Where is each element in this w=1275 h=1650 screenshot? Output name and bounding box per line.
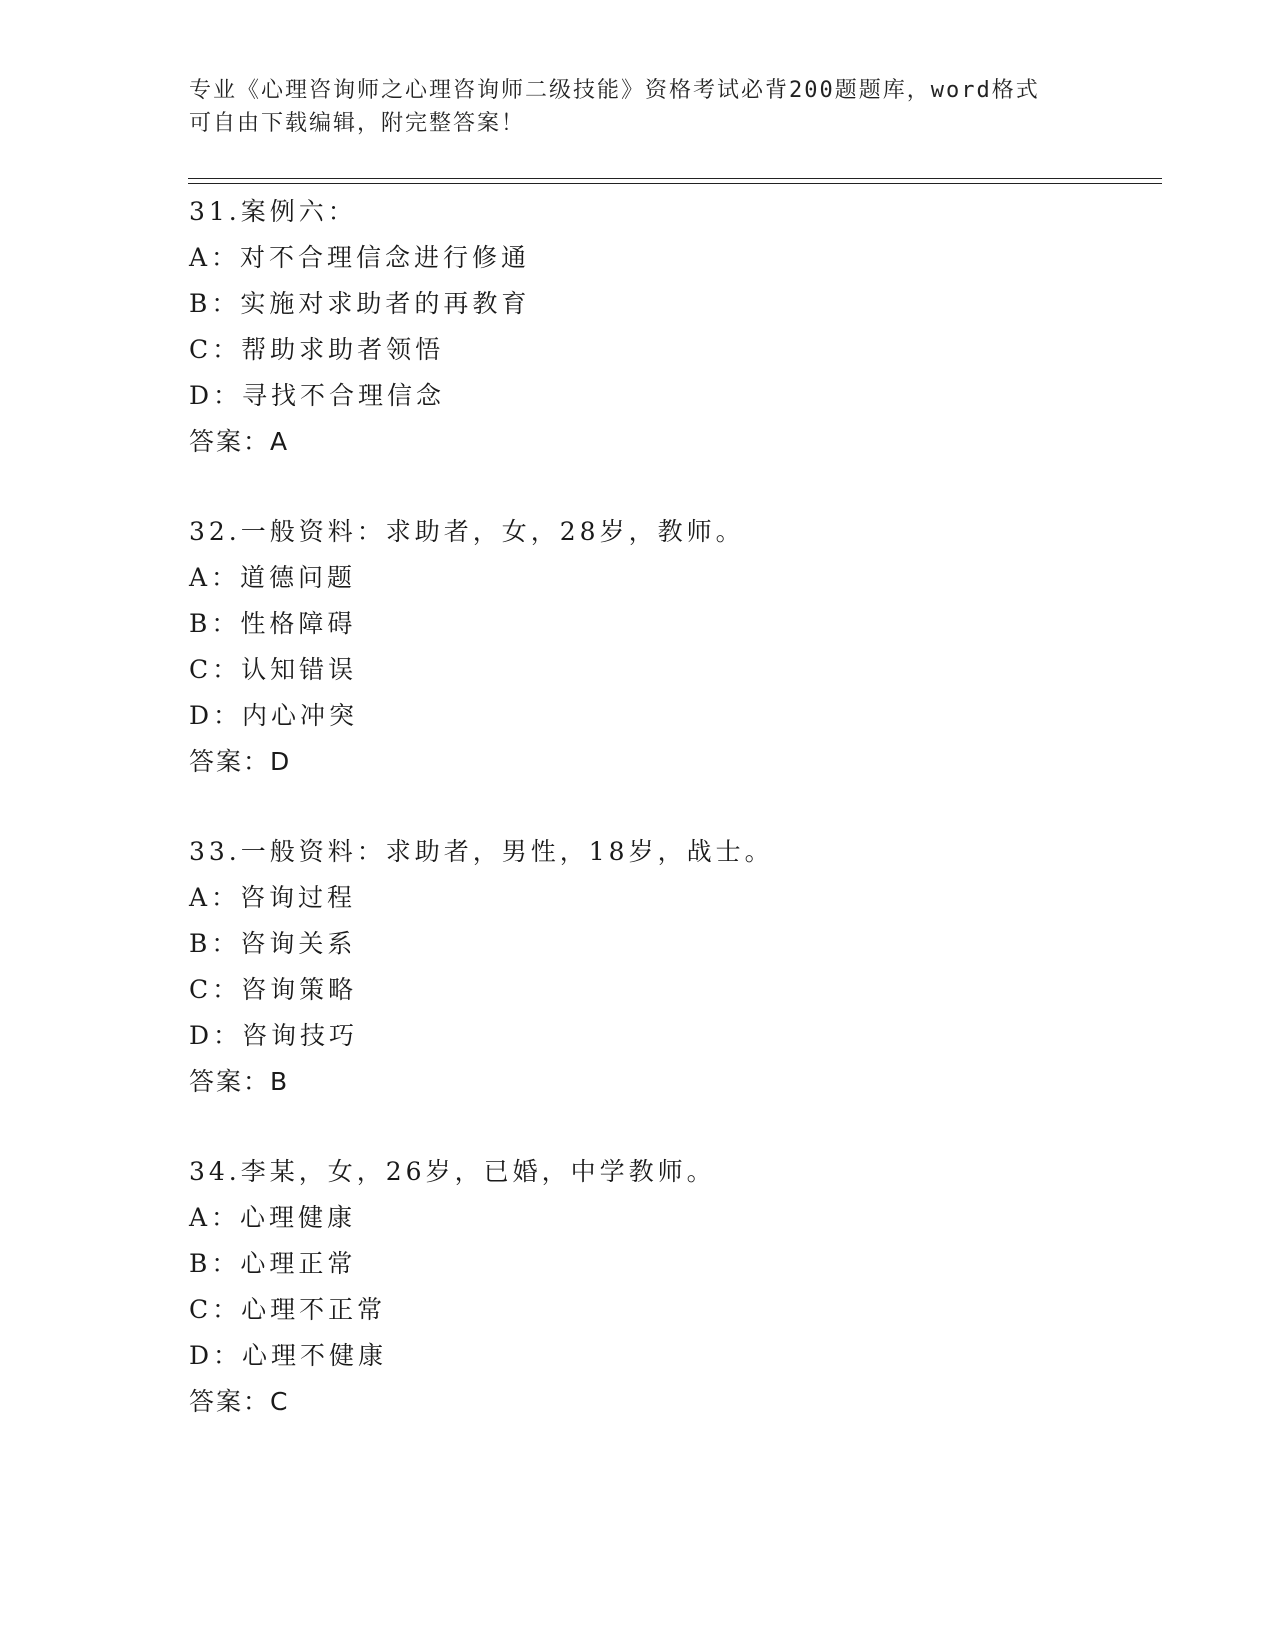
option-b: B：实施对求助者的再教育 (189, 289, 531, 318)
header-divider-top (188, 178, 1162, 179)
option-a: A：对不合理信念进行修通 (189, 243, 531, 272)
option-d: D：寻找不合理信念 (189, 381, 446, 410)
option-d: D：咨询技巧 (189, 1021, 359, 1050)
answer-line: 答案：D (189, 747, 292, 776)
question-34 (189, 1149, 1149, 1469)
question-stem: 33.一般资料：求助者，男性，18岁，战士。 (189, 837, 774, 866)
question-stem: 34.李某，女，26岁，已婚，中学教师。 (189, 1157, 716, 1186)
header-divider-bottom (188, 183, 1162, 184)
answer-line: 答案：C (189, 1387, 290, 1416)
header-title-line-1: 专业《心理咨询师之心理咨询师二级技能》资格考试必背200题题库，word格式 (189, 78, 1040, 103)
option-b: B：咨询关系 (189, 929, 357, 958)
option-d: D：心理不健康 (189, 1341, 388, 1370)
option-b: B：性格障碍 (189, 609, 357, 638)
option-d: D：内心冲突 (189, 701, 359, 730)
question-31 (189, 189, 1149, 509)
answer-line: 答案：B (189, 1067, 290, 1096)
option-c: C：心理不正常 (189, 1295, 387, 1324)
question-32 (189, 509, 1149, 829)
question-list (189, 189, 1149, 1469)
header-title-line-2: 可自由下载编辑，附完整答案！ (189, 111, 526, 136)
question-stem: 31.案例六： (189, 197, 357, 226)
option-c: C：帮助求助者领悟 (189, 335, 445, 364)
answer-line: 答案：A (189, 427, 290, 456)
option-c: C：咨询策略 (189, 975, 358, 1004)
document-header (189, 74, 1089, 140)
option-a: A：道德问题 (189, 563, 357, 592)
option-a: A：咨询过程 (189, 883, 357, 912)
option-c: C：认知错误 (189, 655, 358, 684)
question-33 (189, 829, 1149, 1149)
question-stem: 32.一般资料：求助者，女，28岁，教师。 (189, 517, 745, 546)
option-a: A：心理健康 (189, 1203, 357, 1232)
option-b: B：心理正常 (189, 1249, 357, 1278)
